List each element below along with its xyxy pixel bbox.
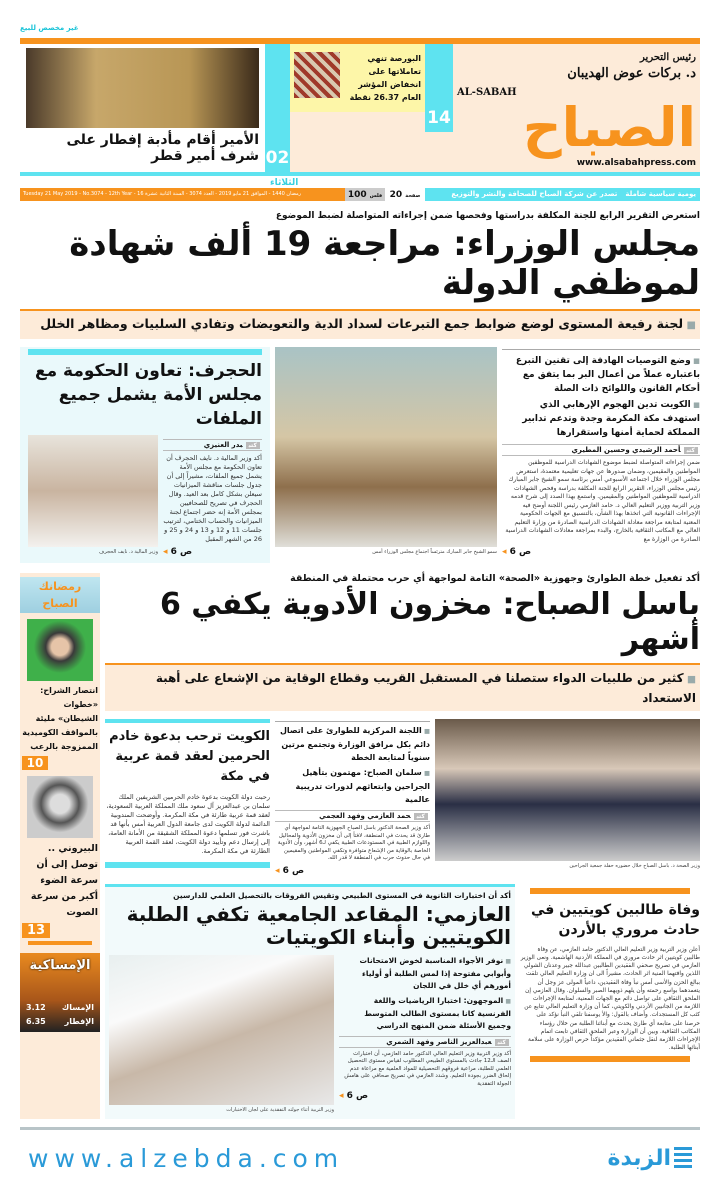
iftar-label: الإفطار [64,1017,94,1027]
imsakia-box [20,953,100,1032]
editor-title: رئيس التحرير [640,52,696,63]
bourse-page-number: 14 [425,44,453,132]
imsak-time: 3.12 [26,1003,46,1013]
emir-caption: الأمير أقام مأدبة إفطار على شرف أمير قطر [66,132,259,165]
imsak-label: الإمساك [61,1003,94,1013]
summit-story[interactable] [105,719,270,868]
photo-caption: سمو الشيخ جابر المبارك مترئساً اجتماع مجلس الوزراء أمس [372,549,497,556]
cabinet-meeting-photo [275,347,497,547]
bourse-headline: البورصة تنهي تعاملاتها على انخفاض المؤشر العام 26.37 نقطة [349,54,421,102]
lower-section [20,573,700,1119]
lead-bullet: ■ وضع التوصيات الهادفة إلى تقنين التبرع باعتباره عملاً من أعمال البر بما يتفق مع أحكام القانون واللوائح ذات الصلة [502,354,700,396]
medicine-kicker: أكد تفعيل خطة الطوارئ وجهوزية «الصحة» التامة لمواجهة أي حرب محتملة في المنطقة [290,573,700,585]
cabinet-photo-block [275,347,497,555]
divider [28,941,92,945]
medicine-story-column[interactable] [275,719,430,876]
logo-latin: AL-SABAH [457,87,517,98]
emir-page-number: 02 [265,44,290,172]
lead-bullet: ■ الكويت تدين الهجوم الإرهابي الذي استهدف مكة المكرمة وجدة وتدعم تدابير المملكة لحماية أمنها واستقرارها [502,398,700,440]
hajraf-photo [28,435,158,547]
masthead-website[interactable]: www.alsabahpress.com [576,158,696,168]
page-ref-link[interactable]: ◂ ص 6 [275,866,430,876]
footer-brand-logo [608,1146,692,1171]
hajraf-headline: الحجرف: تعاون الحكومة مع مجلس الأمة يشمل جميع الملفات [34,361,262,430]
bourse-photo [294,52,340,98]
byline: عبدالعزيز الناصر وفهد الشمري [386,1037,492,1046]
left-sidebar [20,573,100,1119]
lead-kicker: استعرض التقرير الرابع للجنة المكلفة بدراستها وفحصها ضمن إجراءاته المتواصلة لضبط الموضوع [275,211,700,221]
summit-headline: الكويت ترحب بدعوة خادم الحرمين لعقد قمة عربية في مكة [109,729,270,785]
azmi-bullet: ■ الموجهون: اختبارا الرياضيات واللغة الفرنسية كانا بمستوى الطالب المتوسط وجميع الأسئلة ضمن المنهج الدراسي [339,995,511,1032]
accident-story[interactable] [520,884,700,1063]
lower-main [105,573,700,1119]
byline: بدر العنيزي [203,441,243,450]
byline-tag: كتب [495,1039,509,1046]
hajraf-story[interactable] [20,347,270,563]
not-for-sale-label: غير مخصص للبيع [20,24,79,32]
byline-tag: كتب [414,813,428,820]
date-line: Tuesday 21 May 2019 - No.3074 - 12th Year - 16 رمضان 1440 - الموافق 21 مايو 2019 - العدد 3074 - السنة الثانية عشرة [20,188,345,201]
photo-caption: وزير المالية د. نايف الحجرف [99,549,158,556]
page-number-badge: 13 [22,923,50,938]
emir-story[interactable] [20,44,265,172]
hajraf-body: أكد وزير المالية د. نايف الحجرف أن تعاون الحكومة مع مجلس الأمة يشمل جميع الملفات، مشيراً إلى أن جدول جلسات مناقشة الميزانيات سيعلن بشكل كامل بعد العيد. وقال الحجرف في تصريح للصحافيين بمجلس الأمة إنه حضر اجتماع لجنة الميزانيات والحساب الختامي، لترتيب جلسات 11 و 12 و 13 و 24 و 25 و 26 من الشهر المقبل [163,454,262,544]
ramadan-logo[interactable]: رمضانك الصباح [20,577,100,613]
azmi-bullet: ■ نوفر الأجواء المناسبة لخوض الامتحانات وأبوابي مفتوحة إذا لمس الطلبة أو أولياء أمورهم أي خلل في اللجان [339,955,511,992]
editor-name: د. بركات عوض الهديبان [567,66,696,81]
biruni-portrait [27,776,93,838]
surgeons-event-photo [435,719,700,861]
bourse-teaser[interactable] [290,44,425,112]
page-ref-link[interactable]: ◂ ص 6 [502,547,700,557]
byline-tag: كتب [246,442,260,449]
page-count: 20 [389,190,403,200]
photo-caption: وزير الصحة د. باسل الصباح خلال حضوره حفلة جمعية الجراحين [569,863,700,870]
publisher: تصدر عن شركة الصباح للصحافة والنشر والتوزيع [451,190,618,198]
footer [20,1130,700,1185]
emir-photo [26,48,259,128]
imsakia-title: الإمساكية [29,958,91,974]
price-unit: فلس [369,193,383,199]
masthead-logo: الصباح [522,96,696,159]
byline: حمد العازمي وفهد العجمي [319,812,411,821]
page-ref-link[interactable]: ◂ ص 6 [163,547,262,557]
tagline: يومية سياسية شاملة [625,190,696,198]
azmi-headline: العازمي: المقاعد الجامعية تكفي الطلبة الكويتيين وأبناء الكويتيات [126,901,511,949]
lead-headline[interactable]: مجلس الوزراء: مراجعة 19 ألف شهادة لموظفي الدولة [69,224,700,304]
sidebar-story-1[interactable]: انتصار الشراح: «خطوات الشيطان» مليئة بالمواقف الكوميدية الممزوجة بالرعب [22,686,98,752]
byline-tag: كتب [684,447,698,454]
medicine-body: أكد وزير الصحة الدكتور باسل الصباح الجهوزية التامة لمواجهة أي طارئ قد يحدث في المنطقة، لافتاً إلى أن مخزون الأدوية والمحاليل واللوازم الطبية في المستودعات الطبية يكفي لـ6 أشهر، وأن الأدوية الخاصة بالوقاية من الإشعاع متوافرة وتكفي المواطنين والمقيمين في حال حدوث حرب في المنطقة لا قدر الله. [277,825,430,862]
sidebar-story-2[interactable]: البيروني .. توصل إلى أن سرعة الضوء أكبر من سرعة الصوت [30,843,98,919]
brand-name: الزبدة [607,1145,671,1171]
azmi-tour-photo [109,955,334,1105]
azmi-story[interactable] [105,884,515,1119]
iftar-time: 6.35 [26,1017,46,1027]
photo-caption: وزير التربية أثناء جولته التفقدية على لجان الاختبارات [226,1106,334,1113]
accident-headline: وفاة طالبين كويتيين في حادث مروري بالأردن [531,901,700,938]
day-label: الثلاثاء [270,178,299,188]
medicine-bullet: ■ اللجنة المركزية للطوارئ على اتصال دائم بكل مرافق الوزارة وتجتمع مرتين سنوياً لمتابعة الخطة [275,724,430,764]
medicine-subhead: ■ كثير من طلبيات الدواء ستصلنا في المستقبل القريب وقطاع الوقاية من الإشعاع على أهبة الاستعداد [105,665,700,711]
azmi-kicker: أكد أن اختبارات الثانوية في المستوى الطبيعي وتقيس الفروقات بالتحصيل العلمي للدارسين [173,890,511,900]
lead-section [20,347,700,563]
medicine-headline[interactable]: باسل الصباح: مخزون الأدوية يكفي 6 أشهر [159,587,700,657]
editor-and-logo [453,44,700,172]
lead-body: ضمن إجراءاته المتواصلة لضبط موضوع الشهادات الدراسية للموظفين المواطنين والمقيمين، وضمان صدورها عن جهات تعليمية معتمدة، استعرض مجلس الوزراء خلال اجتماعه الأسبوعي أمس برئاسة سمو الشيخ جابر المبارك رئيس مجلس الوزراء، التقرير الرابع للجنة المكلفة بدراسة وفحص الشهادات الدراسية للموظفين المواطنين والمقيمين. واستمع بهذا الصدد إلى شرح قدمه وزير التربية ووزير التعليم العالي د. حامد العازمي رئيس اللجنة أوضح فيه الإجراءات القانونية التي اتخذها بهذا الشأن، بالتنسيق مع الجهات الحكومية المعنية لمتابعة مراجعة معادلة الشهادات الدراسية الصادرة من وزارة التعليم العالي مع المكاتب الثقافية بالخارج، والبدء بمراجعة معادلات الشهادات الدراسية الصادرة من الوزارة مع [505,459,700,543]
masthead [20,38,700,176]
lead-subhead: ■ لجنة رفيعة المستوى لوضع ضوابط جمع التبرعات لسداد الدية والتعويضات وتفادي السلبيات ومظاهر الخلل [20,311,700,339]
page-number-badge: 10 [22,756,48,770]
lead-story-column[interactable] [502,347,700,557]
azmi-body: أكد وزير التربية وزير التعليم العالي الدكتور حامد العازمي، أن اختبارات الصف الـ12 جاءت بالمستوى الطبيعي المطلوب لقياس مستوى التحصيل العلمي للطلبة، مراعية فروقهم التحصيلية للمواد العلمية مع مراعاة عدم إلحاق الضرر بجودة التعليم. وشدد العازمي في تصريح صحافي على هامش الجولة التفقدية [344,1050,511,1087]
medicine-bullet: ■ سلمان الصباح: مهتمون بتأهيل الجراحين وابتعاثهم لدورات تدريبية عالمية [275,766,430,806]
intisar-photo [27,619,93,681]
brand-lines-icon [674,1147,692,1169]
price: 100 [347,190,367,200]
accident-body: أعلن وزير التربية وزير التعليم العالي الدكتور حامد العازمي، عن وفاة طالبين كويتيين اثر حادث مروري في المملكة الأردنية الهاشمية. ونعى الوزير العازمي في تصريح صحفي الفقيدين الطالبين عبدالله جبير وعدنان الشولي اللذين وافتهما المنية اثر الحادث، مشيراً الى ان وزارة التعليم العالي تلقت ببالغ الحزن والأسى أمس نبأ وفاة الفقيدين، داعياً المولى عز وجل أن يتغمدهما بواسع رحمته وأن يلهم ذويهما الصبر والسلوان. وقال العازمي إن الملحق الثقافي على تواصل دائم مع الجهات المعنية، لمتابعة الإجراءات اللازمة من الجانبين الأردني والكويتي، كما أن وزارة التعليم العالي تتابع عن كثب كل المستجدات. وأضاف بالقول: والأ يوسفنا تلقي النبأ نؤكد على حرصنا على متابعة أي طارئ يحدث مع أبنائنا الطلبة من خلال رؤساء المكاتب الثقافية. وبين أن الوزارة وعبر الملحق الثقافي تابعت اتمام الإجراءات اللازمة لنقل جثماني الفقيدين مؤكداً حرص الوزارة على سلامة أبنائها الطلبة. [520,946,700,1052]
byline: أحمد الرشيدي وحسين المطيري [571,446,681,455]
info-bar [20,188,700,201]
footer-website-link[interactable]: www.alzebda.com [28,1143,345,1173]
surgeons-photo-block [435,719,700,869]
page-ref-link[interactable]: ◂ ص 6 [339,1091,511,1101]
pages-label: صفحة [405,193,421,199]
summit-body: رحبت دولة الكويت بدعوة خادم الحرمين الشريفين الملك سلمان بن عبدالعزيز آل سعود ملك المملكة العربية السعودية، لعقد قمة عربية طارئة في مكة المكرمة. وأوضحت المندوبية الدائمة لدولة الكويت لدى جامعة الدول العربية أمس بأنها قد باشرت فور تسلمها دعوة المملكة الشقيقة من الأمانة العامة، إلى إرسال دعم وتأييد دولة الكويت، لعقد القمة العربية الطارئة في مكة المكرمة. [106,793,270,856]
